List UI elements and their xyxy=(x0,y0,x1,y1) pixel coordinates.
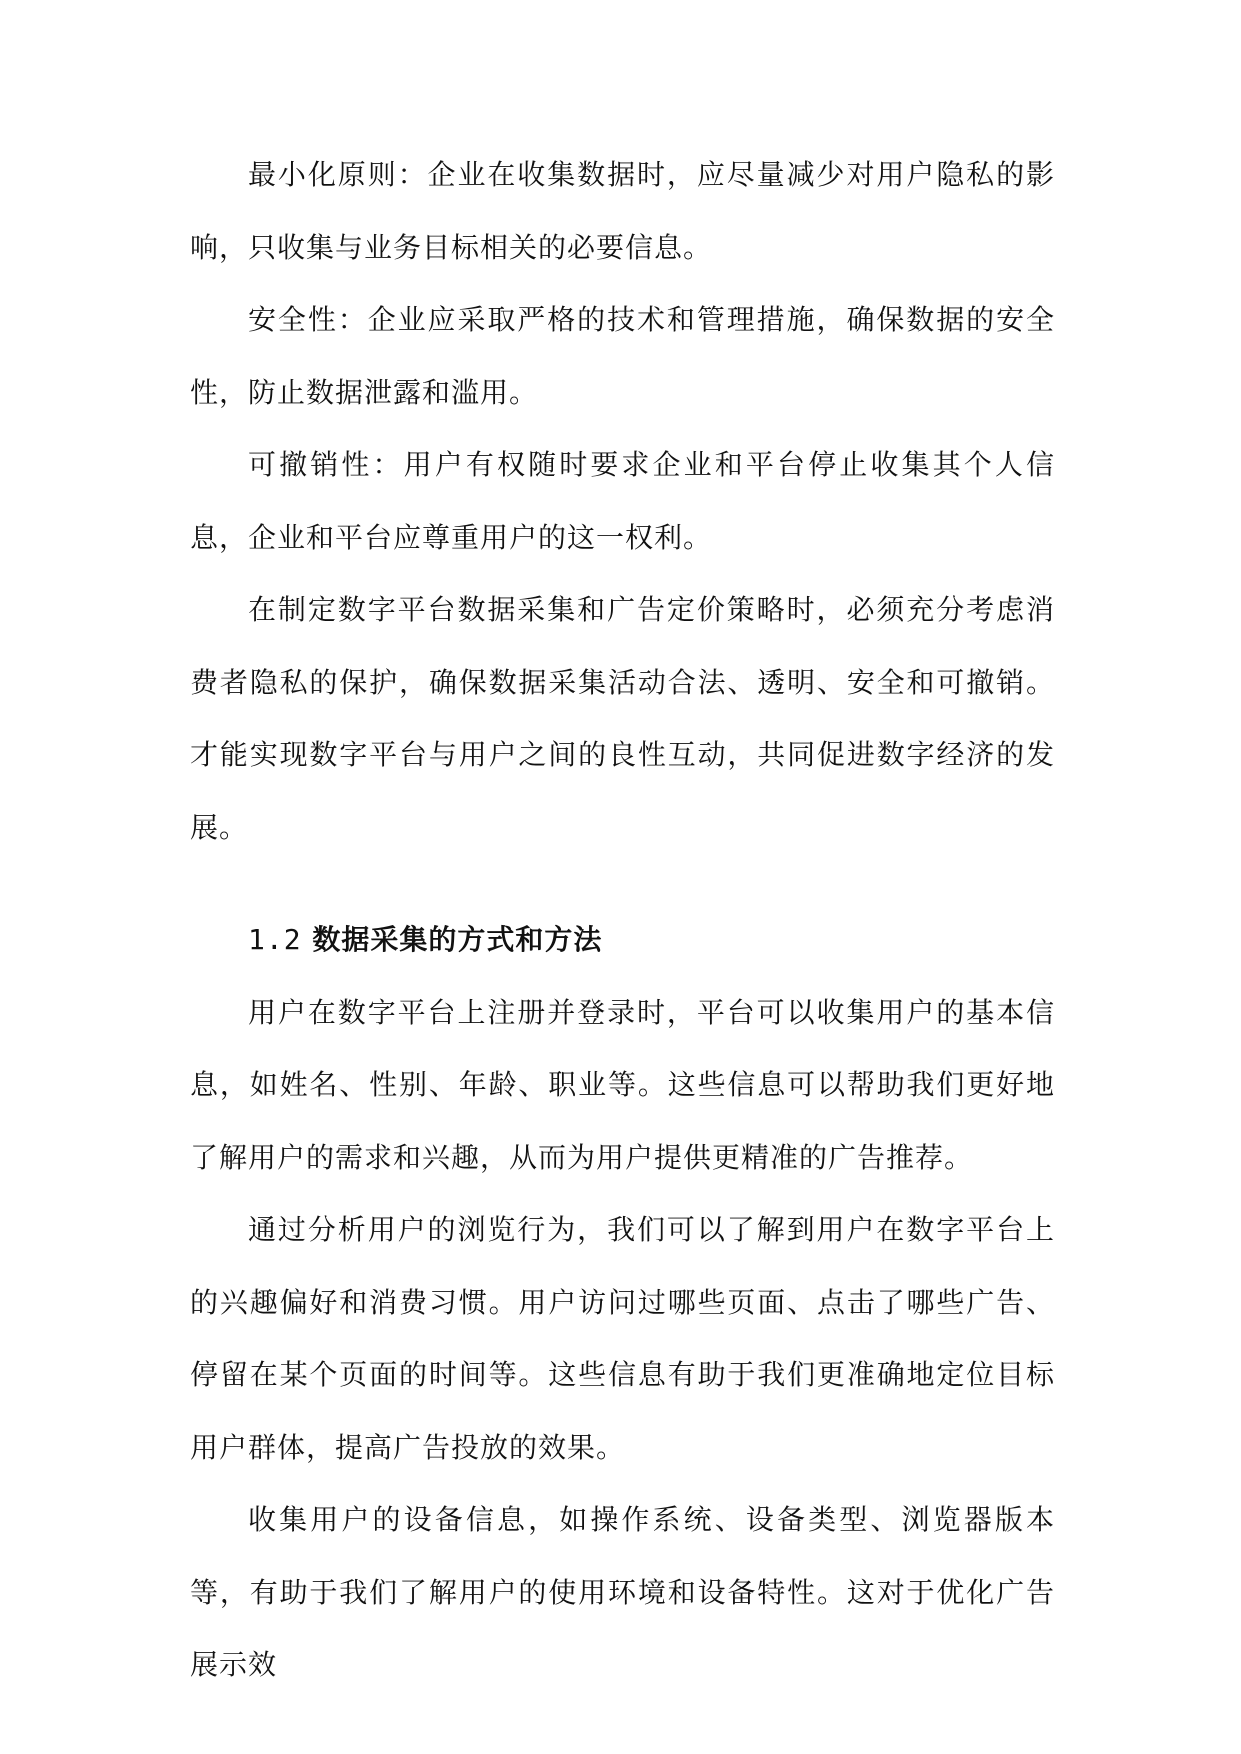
paragraph-minimization: 最小化原则：企业在收集数据时，应尽量减少对用户隐私的影响，只收集与业务目标相关的必要信息。 xyxy=(190,158,1055,264)
paragraph-browsing-behavior: 通过分析用户的浏览行为，我们可以了解到用户在数字平台上的兴趣偏好和消费习惯。用户访问过哪些页面、点击了哪些广告、停留在某个页面的时间等。这些信息有助于我们更准确地定位目标用户群体，提高广告投放的效果。 xyxy=(190,1213,1055,1464)
paragraph-strategy-summary: 在制定数字平台数据采集和广告定价策略时，必须充分考虑消费者隐私的保护，确保数据采集活动合法、透明、安全和可撤销。才能实现数字平台与用户之间的良性互动，共同促进数字经济的发展。 xyxy=(190,593,1055,844)
paragraph-security: 安全性：企业应采取严格的技术和管理措施，确保数据的安全性，防止数据泄露和滥用。 xyxy=(190,303,1055,409)
section-number: 1.2 xyxy=(248,923,302,956)
section-heading xyxy=(190,904,1055,977)
paragraph-revocability: 可撤销性：用户有权随时要求企业和平台停止收集其个人信息，企业和平台应尊重用户的这一权利。 xyxy=(190,448,1055,554)
paragraph-registration-data: 用户在数字平台上注册并登录时，平台可以收集用户的基本信息，如姓名、性别、年龄、职业等。这些信息可以帮助我们更好地了解用户的需求和兴趣，从而为用户提供更精准的广告推荐。 xyxy=(190,995,1055,1174)
section-title: 数据采集的方式和方法 xyxy=(312,923,603,956)
document-body xyxy=(190,139,1055,1702)
paragraph-device-info: 收集用户的设备信息，如操作系统、设备类型、浏览器版本等，有助于我们了解用户的使用环境和设备特性。这对于优化广告展示效 xyxy=(190,1503,1055,1681)
